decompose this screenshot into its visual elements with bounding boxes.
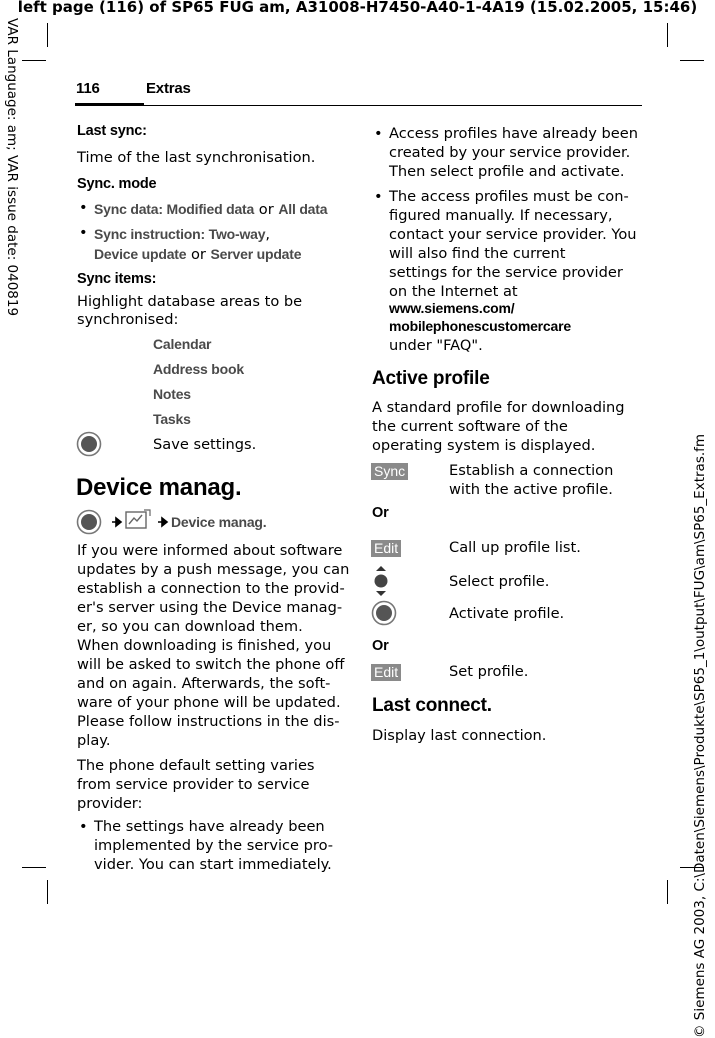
crop-mark [22,60,46,61]
sync-mode-heading: Sync. mode [77,176,157,192]
edit-softkey-label: Edit [371,540,401,557]
header-rule-thick [75,103,144,106]
bullet-dot: • [79,818,88,835]
bullet5-line-2: figured manually. If necessary, [389,207,613,224]
bullet4-line-3: Then select profile and activate. [389,163,625,180]
default-para-line-1: The phone default setting varies [77,757,315,774]
center-key-icon [76,431,102,457]
active-profile-line-1: A standard profile for downloading [372,399,625,416]
url-line-2[interactable]: mobilephonescustomercare [389,318,571,334]
bullet3-line-2: implemented by the service pro- [94,837,334,854]
two-way-label: Sync instruction: Two-way [94,226,266,242]
bullet4-line-1: Access profiles have already been [389,125,638,142]
device-para-line-5: er, so you can download them. [77,618,303,635]
crop-mark [22,867,46,868]
crop-mark [47,23,48,47]
modified-data-label: Sync data: Modified data [94,201,255,217]
sync-data-option [94,199,327,219]
edit-softkey-1[interactable] [371,538,401,557]
item-address-book: Address book [153,361,244,377]
activate-profile-text: Activate profile. [449,605,565,622]
item-calendar: Calendar [153,336,212,352]
comma: , [265,226,270,243]
device-update-label: Device update [94,246,187,262]
sync-items-text-1: Highlight database areas to be [77,293,303,310]
device-para-line-4: er's server using the Device manag- [77,599,343,616]
crop-mark [667,23,668,47]
right-side-text: © Siemens AG 2003, C:\Daten\Siemens\Produkte\SP65_1\output\FUG\am\SP65_Extras.fm [692,433,708,1038]
sync-instruction-option [94,224,301,264]
bullet5-line-5: settings for the service provider [389,264,623,281]
left-side-text: VAR Language: am; VAR issue date: 040819 [4,18,20,317]
extras-menu-icon [124,508,152,532]
bullet-dot: • [374,188,383,205]
bullet3-line-3: vider. You can start immediately. [94,856,332,873]
default-para-line-2: from service provider to service [77,776,310,793]
edit-softkey-label: Edit [371,664,401,681]
device-para-line-3: establish a connection to the provid- [77,580,345,597]
default-para-line-3: provider: [77,795,143,812]
url-line-1[interactable]: www.siemens.com/ [389,300,515,316]
bullet4-line-2: created by your service provider. [389,144,631,161]
bullet5-line-3: contact your service provider. You [389,226,637,243]
sync-text-line-2: with the active profile. [449,481,613,498]
nav-path-device-manag: Device manag. [171,514,267,530]
center-key-icon [371,600,397,626]
sync-items-heading: Sync items: [77,271,157,287]
center-key-icon [76,509,102,535]
sync-text-line-1: Establish a connection [449,462,614,479]
last-sync-text: Time of the last synchronisation. [77,149,316,166]
header-rule [144,105,642,106]
arrow-right-icon [111,516,123,528]
device-para-line-8: and on again. Afterwards, the soft- [77,675,331,692]
device-para-line-2: updates by a push message, you can [77,561,350,578]
section-title: Extras [146,80,191,97]
bullet-dot: • [374,125,383,142]
bullet5-line-4: will also find the current [389,245,566,262]
select-profile-text: Select profile. [449,573,550,590]
last-sync-heading: Last sync: [77,123,147,139]
all-data-label: All data [278,201,328,217]
edit-text-2: Set profile. [449,663,529,680]
or-label-1: Or [372,505,389,521]
server-update-label: Server update [210,246,302,262]
sync-softkey[interactable] [371,461,408,480]
bullet5-line-6: on the Internet at [389,283,518,300]
crop-mark [47,880,48,904]
page-number: 116 [76,80,100,97]
device-para-line-6: When downloading is finished, you [77,637,332,654]
device-manag-heading: Device manag. [76,474,242,501]
sync-items-text-2: synchronised: [77,311,179,328]
device-para-line-10: Please follow instructions in the dis- [77,713,340,730]
device-para-line-11: play. [77,732,111,749]
print-header: left page (116) of SP65 FUG am, A31008-H7450-A40-1-4A19 (15.02.2005, 15:46) [17,0,698,16]
crop-mark [680,60,704,61]
active-profile-heading: Active profile [372,368,490,389]
item-notes: Notes [153,386,191,402]
or-text: or [186,246,211,263]
bullet3-line-1: The settings have already been [94,818,325,835]
arrow-right-icon [157,516,169,528]
edit-softkey-2[interactable] [371,662,401,681]
or-text: or [254,201,279,218]
active-profile-line-2: the current software of the [372,418,568,435]
under-faq-text: under "FAQ". [389,337,483,354]
or-label-2: Or [372,638,389,654]
bullet5-line-1: The access profiles must be con- [389,188,629,205]
item-tasks: Tasks [153,411,191,427]
device-para-line-9: ware of your phone will be updated. [77,694,341,711]
edit-text-1: Call up profile list. [449,539,581,556]
bullet-dot: • [79,199,88,216]
navigation-key-icon [373,565,389,597]
bullet-dot: • [79,224,88,241]
device-para-line-7: will be asked to switch the phone off [77,656,345,673]
device-para-line-1: If you were informed about software [77,542,343,559]
save-settings-text: Save settings. [153,436,257,453]
sync-softkey-label: Sync [371,463,408,480]
crop-mark [667,880,668,904]
last-connect-heading: Last connect. [372,695,492,716]
active-profile-line-3: operating system is displayed. [372,437,596,454]
last-connect-text: Display last connection. [372,727,547,744]
